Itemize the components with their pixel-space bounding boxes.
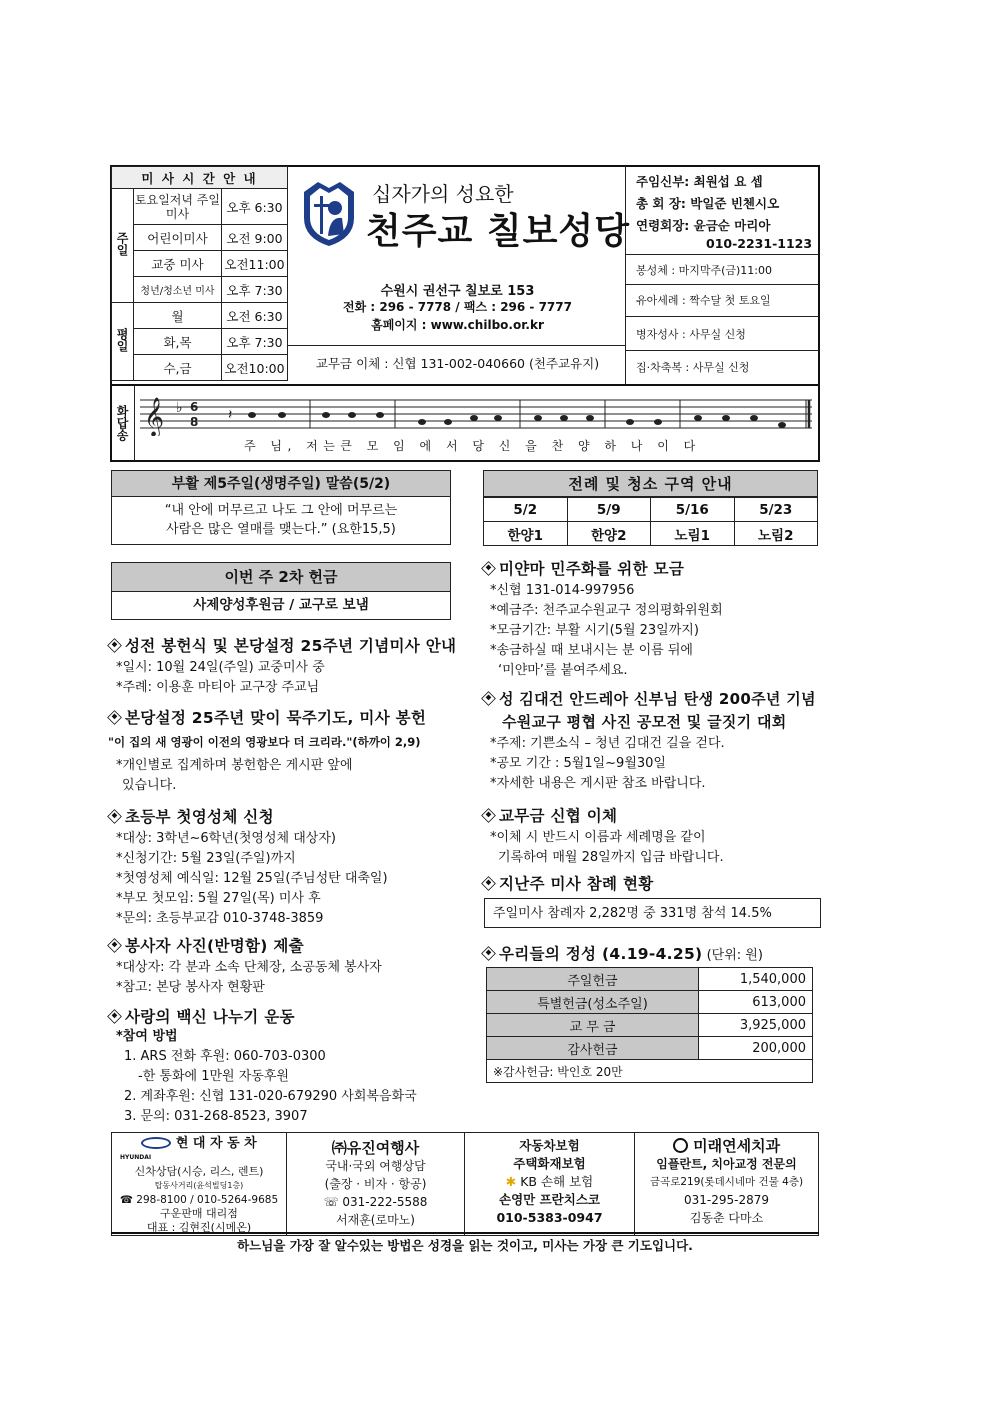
offering-label: 주일헌금 — [487, 968, 699, 991]
offering-amount: 3,925,000 — [699, 1014, 813, 1037]
ad-line: 010-5383-0947 — [496, 1210, 603, 1225]
second-collection-body: 사제양성후원금 / 교구로 보냄 — [111, 592, 451, 620]
section-line: 기록하여 매월 28일까지 입금 바랍니다. — [498, 850, 724, 865]
word-line: “내 안에 머무르고 나도 그 안에 머무르는 — [164, 503, 398, 518]
ad-line: 탑동사거리(윤석빌딩1층) — [154, 1181, 244, 1190]
section-line: *신청기간: 5월 23일(주일)까지 — [116, 851, 296, 866]
ad-line: (출장 · 비자 · 항공) — [324, 1177, 427, 1191]
church-logo-icon — [298, 178, 360, 248]
section-line: *문의: 초등부교감 010-3748-3859 — [116, 911, 324, 926]
mass-name: 어린이미사 — [134, 225, 222, 251]
church-address: 수원시 권선구 칠보로 153 — [380, 284, 535, 299]
section-line: *송금하실 때 보내시는 분 이름 뒤에 — [490, 643, 693, 658]
liturgy-group: 한양1 — [484, 522, 568, 546]
section-title: 사랑의 백신 나누기 운동 — [125, 1008, 295, 1026]
section-line: *예금주: 천주교수원교구 정의평화위원회 — [490, 603, 723, 618]
notice-first-communion — [108, 805, 468, 929]
mass-time: 오전 9:00 — [222, 225, 288, 251]
section-line: *주제: 기쁜소식 – 청년 김대건 길을 걷다. — [490, 736, 725, 751]
section-title: 수원교구 평협 사진 공모전 및 글짓기 대회 — [502, 713, 787, 731]
notice-kim-daegeon — [482, 688, 827, 794]
ad-line: 서재훈(로마노) — [336, 1213, 415, 1227]
word-title: 부활 제5주일(생명주일) 말씀(5/2) — [111, 470, 451, 497]
ad-line: 금곡로219(롯데시네마 건물 4층) — [649, 1176, 804, 1188]
ads-table — [111, 1132, 819, 1236]
mass-name: 수,금 — [134, 355, 222, 381]
ad-line: ☎ 298-8100 / 010-5264-9685 — [119, 1194, 279, 1206]
ad-line: ☏ 031-222-5588 — [323, 1195, 428, 1209]
mass-time-title: 미 사 시 간 안 내 — [112, 167, 288, 189]
hymn-lyrics: 주 님, 저는큰 모 임 에 서 당 신 을 찬 양 하 나 이 다 — [244, 439, 701, 453]
section-line: 2. 계좌후원: 신협 131-020-679290 사회복음화국 — [124, 1089, 417, 1104]
diamond-bullet-icon — [481, 691, 496, 706]
mass-time: 오전11:00 — [222, 251, 288, 277]
hymn-label: 화답송 — [111, 386, 135, 460]
diamond-bullet-icon — [481, 876, 496, 891]
offering-amount: 1,540,000 — [699, 968, 813, 991]
ad-brand: HYUNDAI — [120, 1154, 152, 1161]
mass-time: 오후 6:30 — [222, 189, 288, 225]
ad-line: 손영만 프란치스코 — [499, 1192, 600, 1207]
ad-insurance — [465, 1133, 635, 1236]
section-line: *대상: 3학년~6학년(첫영성체 대상자) — [116, 831, 336, 846]
offering-table — [486, 967, 813, 1083]
mass-name: 토요일저녁 주일미사 — [134, 189, 222, 225]
section-line: *공모 기간 : 5월1일~9월30일 — [490, 756, 666, 771]
notice-volunteer-photo — [108, 934, 468, 998]
section-line: *자세한 내용은 게시판 참조 바랍니다. — [490, 776, 706, 791]
hymn-staff — [140, 392, 812, 436]
section-title: 미얀마 민주화를 위한 모금 — [499, 560, 685, 578]
offering-label: 교 무 금 — [487, 1014, 699, 1037]
section-line: *첫영성체 예식일: 12월 25일(주님성탄 대축일) — [116, 871, 388, 886]
section-title: 봉사자 사진(반명함) 제출 — [125, 937, 304, 955]
offering-amount: 613,000 — [699, 991, 813, 1014]
section-line: 3. 문의: 031-268-8523, 3907 — [124, 1109, 308, 1124]
attendance-section — [482, 872, 827, 894]
offering-note: ※감사헌금: 박인호 20만 — [487, 1060, 813, 1083]
diamond-bullet-icon — [107, 638, 122, 653]
section-title: 성전 봉헌식 및 본당설정 25주년 기념미사 안내 — [125, 637, 457, 655]
info-communion: 봉성체 : 마지막주(금)11:00 — [636, 264, 772, 277]
ad-line: 임플란트, 치아교정 전문의 — [656, 1157, 797, 1171]
ad-hyundai — [112, 1133, 287, 1236]
info-baptism: 유아세례 : 짝수달 첫 토요일 — [636, 294, 771, 307]
offering-section — [482, 942, 827, 964]
section-line: *모금기간: 부활 시기(5월 23일까지) — [490, 623, 699, 638]
liturgy-group: 노림2 — [734, 522, 818, 546]
section-line: *주례: 이용훈 마티아 교구장 주교님 — [116, 680, 320, 695]
section-line: *참여 방법 — [116, 1029, 178, 1044]
staff-funeral: 연령회장: 윤금순 마리아 — [636, 218, 771, 233]
mass-time-table — [111, 166, 288, 381]
section-title: 지난주 미사 참례 현황 — [499, 875, 654, 893]
sunday-label: 주일 — [112, 189, 134, 303]
section-title: 성 김대건 안드레아 신부님 탄생 200주년 기념 — [499, 690, 816, 708]
section-line: *대상자: 각 분과 소속 단체장, 소공동체 봉사자 — [116, 960, 382, 975]
ad-name: 현 대 자 동 차 — [175, 1136, 257, 1151]
svg-text:8: 8 — [190, 415, 199, 429]
notice-vaccine-sharing — [108, 1005, 468, 1127]
svg-text:𝄽: 𝄽 — [228, 407, 233, 423]
transfer-info: 교무금 이체 : 신협 131-002-040660 (천주교유지) — [315, 356, 600, 371]
ad-name: 미래연세치과 — [693, 1137, 781, 1155]
church-name: 천주교 칠보성당 — [366, 211, 630, 252]
section-line: *일시: 10월 24일(주일) 교중미사 중 — [116, 660, 325, 675]
section-line: *부모 첫모임: 5월 27일(목) 미사 후 — [116, 891, 321, 906]
ad-line: 주택화재보험 — [513, 1156, 586, 1171]
ad-line: 김동춘 다마소 — [689, 1211, 764, 1225]
church-subtitle: 십자가의 성요한 — [372, 182, 514, 206]
mass-name: 월 — [134, 303, 222, 329]
notice-myanmar — [482, 557, 822, 681]
liturgy-group: 한양2 — [567, 522, 651, 546]
kb-star-icon: ✱ — [505, 1174, 517, 1189]
section-line: *신협 131-014-997956 — [490, 583, 635, 598]
mass-name: 청년/청소년 미사 — [134, 277, 222, 303]
section-title: 우리들의 정성 (4.19-4.25) — [499, 945, 703, 963]
ad-line: 국내·국외 여행상담 — [325, 1159, 426, 1173]
section-line: ‘미얀마’를 붙여주세요. — [498, 663, 628, 678]
diamond-bullet-icon — [107, 809, 122, 824]
mass-name: 교중 미사 — [134, 251, 222, 277]
liturgy-table — [483, 497, 818, 546]
mass-name: 화,목 — [134, 329, 222, 355]
liturgy-date: 5/2 — [484, 498, 568, 522]
second-collection-title: 이번 주 2차 헌금 — [111, 562, 451, 592]
diamond-bullet-icon — [481, 946, 496, 961]
ad-travel — [287, 1133, 465, 1236]
staff-president: 총 회 장: 박일준 빈첸시오 — [636, 196, 780, 211]
staff-phone: 010-2231-1123 — [706, 236, 813, 251]
section-title: 교무금 신협 이체 — [499, 807, 618, 825]
staff-pastor: 주임신부: 최원섭 요 셉 — [636, 174, 763, 189]
section-line: -한 통화에 1만원 자동후원 — [138, 1069, 289, 1084]
section-line: *이체 시 반드시 이름과 세례명을 같이 — [490, 830, 706, 845]
tooth-logo-icon — [673, 1138, 688, 1153]
ad-name: 자동차보험 — [519, 1138, 580, 1153]
ad-line: 대표 : 김현진(시메온) — [146, 1221, 252, 1234]
notice-tithe-transfer — [482, 804, 822, 868]
info-anointing: 병자성사 : 사무실 신청 — [636, 328, 746, 341]
notice-anniversary-mass — [108, 634, 468, 698]
offering-unit: (단위: 원) — [706, 948, 763, 963]
diamond-bullet-icon — [481, 561, 496, 576]
diamond-bullet-icon — [481, 808, 496, 823]
ad-name: ㈜유진여행사 — [331, 1139, 420, 1157]
liturgy-date: 5/16 — [651, 498, 735, 522]
mass-time: 오전 6:30 — [222, 303, 288, 329]
mass-time: 오후 7:30 — [222, 277, 288, 303]
hyundai-logo-icon — [141, 1137, 171, 1149]
section-quote: "이 집의 새 영광이 이전의 영광보다 더 크리라."(하까이 2,9) — [108, 735, 421, 749]
offering-label: 특별헌금(성소주일) — [487, 991, 699, 1014]
mass-time: 오전10:00 — [222, 355, 288, 381]
diamond-bullet-icon — [107, 1009, 122, 1024]
offering-amount: 200,000 — [699, 1037, 813, 1060]
liturgy-group: 노림1 — [651, 522, 735, 546]
section-title: 초등부 첫영성체 신청 — [125, 808, 274, 826]
diamond-bullet-icon — [107, 710, 122, 725]
info-blessing: 집·차축복 : 사무실 신청 — [636, 361, 750, 374]
section-line: 있습니다. — [122, 778, 177, 793]
liturgy-title: 전례 및 청소 구역 안내 — [483, 470, 818, 497]
ad-line: 구운판매 대리점 — [160, 1207, 238, 1220]
ad-line: KB 손해 보험 — [520, 1174, 594, 1189]
footer-message: 하느님을 가장 잘 알수있는 방법은 성경을 읽는 것이고, 미사는 가장 큰 기도입니다. — [237, 1238, 693, 1253]
church-homepage: 홈페이지 : www.chilbo.or.kr — [371, 318, 544, 332]
section-line: *개인별로 집계하며 봉헌함은 게시판 앞에 — [116, 758, 353, 773]
ad-dental — [635, 1133, 819, 1236]
liturgy-date: 5/23 — [734, 498, 818, 522]
ad-line: 031-295-2879 — [683, 1193, 769, 1207]
mass-time: 오후 7:30 — [222, 329, 288, 355]
word-line: 사람은 많은 열매를 맺는다.” (요한15,5) — [166, 522, 396, 537]
offering-label: 감사헌금 — [487, 1037, 699, 1060]
weekday-label: 평일 — [112, 303, 134, 381]
svg-text:𝄞: 𝄞 — [144, 397, 165, 436]
church-phone: 전화 : 296 - 7778 / 팩스 : 296 - 7777 — [343, 300, 572, 314]
notice-rosary — [108, 706, 468, 796]
word-box — [111, 497, 451, 545]
svg-text:♭: ♭ — [176, 400, 183, 416]
ad-line: 신차상담(시승, 리스, 렌트) — [134, 1165, 264, 1178]
attendance-box: 주일미사 참례자 2,282명 중 331명 참석 14.5% — [484, 898, 821, 928]
section-title: 본당설정 25주년 맞이 묵주기도, 미사 봉헌 — [125, 709, 427, 727]
section-line: *참고: 본당 봉사자 현황판 — [116, 980, 265, 995]
liturgy-date: 5/9 — [567, 498, 651, 522]
section-line: 1. ARS 전화 후원: 060-703-0300 — [124, 1049, 326, 1064]
svg-text:6: 6 — [190, 400, 199, 414]
diamond-bullet-icon — [107, 938, 122, 953]
